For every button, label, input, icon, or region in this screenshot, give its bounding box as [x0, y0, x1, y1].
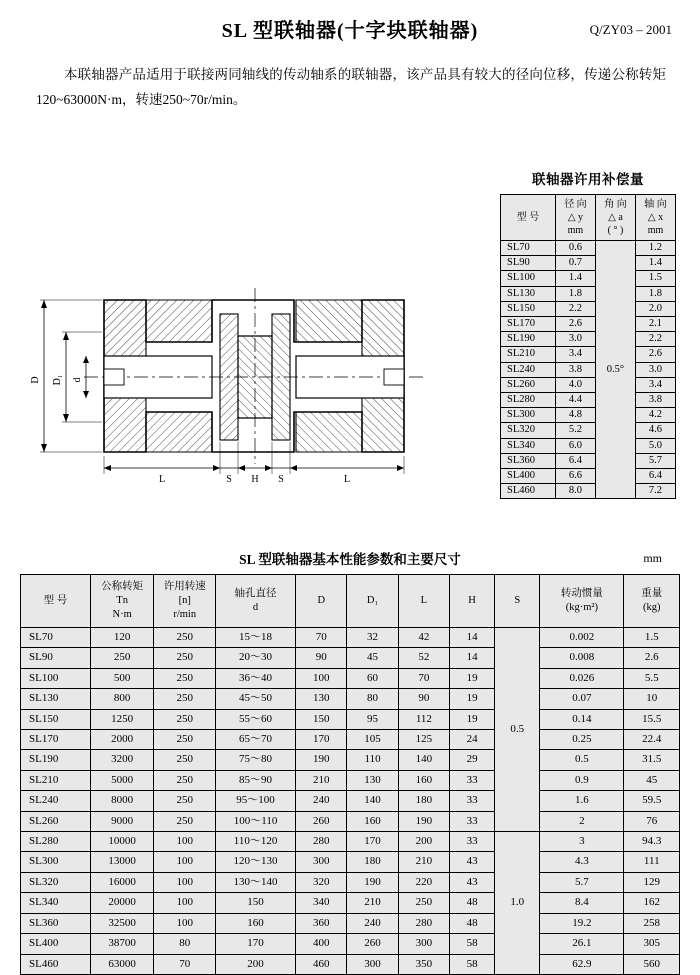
cell-axial: 7.2: [635, 484, 675, 499]
col-inertia: 转动惯量 (kg·m²): [540, 575, 624, 628]
cell-allowable-speed: 250: [154, 770, 216, 790]
cell-bore-diameter: 20～30: [216, 648, 296, 668]
cell-inertia: 0.07: [540, 689, 624, 709]
cell-D1: 160: [347, 811, 398, 831]
dim-label-S-left: S: [226, 474, 232, 485]
cell-allowable-speed: 250: [154, 628, 216, 648]
intro-paragraph: 本联轴器产品适用于联接两同轴线的传动轴系的联轴器，该产品具有较大的径向位移，传递公称转矩120~63000N·m，转速250~70r/min。: [36, 67, 666, 107]
cell-nominal-torque: 20000: [90, 893, 154, 913]
table-row: [501, 438, 676, 453]
cell-radial: 3.4: [555, 347, 595, 362]
cell-D1: 105: [347, 730, 398, 750]
cell-D: 400: [296, 934, 347, 954]
cell-H: 14: [450, 648, 495, 668]
cell-L: 90: [398, 689, 449, 709]
cell-L: 300: [398, 934, 449, 954]
table-row: [21, 811, 680, 831]
cell-weight: 111: [624, 852, 680, 872]
compensation-table-section: [500, 168, 676, 499]
cell-nominal-torque: 38700: [90, 934, 154, 954]
cell-L: 280: [398, 913, 449, 933]
cell-model: SL300: [21, 852, 91, 872]
cell-D1: 180: [347, 852, 398, 872]
cell-weight: 305: [624, 934, 680, 954]
cell-D1: 95: [347, 709, 398, 729]
table-row: [21, 872, 680, 892]
cell-axial: 5.0: [635, 438, 675, 453]
table-row: [21, 689, 680, 709]
cell-D: 170: [296, 730, 347, 750]
cell-D1: 110: [347, 750, 398, 770]
table-row: [501, 423, 676, 438]
cell-model: SL150: [501, 301, 556, 316]
cell-allowable-speed: 250: [154, 750, 216, 770]
cell-axial: 1.8: [635, 286, 675, 301]
cell-bore-diameter: 160: [216, 913, 296, 933]
cell-L: 140: [398, 750, 449, 770]
table-row: [501, 301, 676, 316]
cell-D: 90: [296, 648, 347, 668]
cell-D: 280: [296, 832, 347, 852]
cell-allowable-speed: 250: [154, 709, 216, 729]
cell-model: SL280: [21, 832, 91, 852]
cell-H: 33: [450, 770, 495, 790]
cell-inertia: 0.002: [540, 628, 624, 648]
standard-code: Q/ZY03 – 2001: [589, 22, 672, 37]
table-row: [21, 709, 680, 729]
cell-weight: 22.4: [624, 730, 680, 750]
cell-bore-diameter: 200: [216, 954, 296, 974]
cell-radial: 4.0: [555, 377, 595, 392]
cell-nominal-torque: 800: [90, 689, 154, 709]
cell-nominal-torque: 2000: [90, 730, 154, 750]
cell-D: 340: [296, 893, 347, 913]
cell-weight: 76: [624, 811, 680, 831]
col-bore-diameter: 轴孔直径 d: [216, 575, 296, 628]
cell-D: 320: [296, 872, 347, 892]
table-row: [501, 484, 676, 499]
cell-inertia: 19.2: [540, 913, 624, 933]
cell-nominal-torque: 120: [90, 628, 154, 648]
cell-model: SL260: [21, 811, 91, 831]
cell-D1: 210: [347, 893, 398, 913]
cell-model: SL340: [501, 438, 556, 453]
cell-inertia: 0.5: [540, 750, 624, 770]
dim-label-D1: D₁: [52, 374, 63, 386]
cell-nominal-torque: 250: [90, 648, 154, 668]
cell-model: SL300: [501, 408, 556, 423]
dim-label-d: d: [72, 377, 83, 383]
dim-label-S-right: S: [278, 474, 284, 485]
cell-model: SL320: [501, 423, 556, 438]
col-axial: 轴 向 △ x mm: [635, 195, 675, 241]
cell-radial: 4.4: [555, 393, 595, 408]
cell-D: 360: [296, 913, 347, 933]
table-row: [501, 408, 676, 423]
cell-H: 58: [450, 934, 495, 954]
cell-D1: 140: [347, 791, 398, 811]
cell-L: 70: [398, 668, 449, 688]
cell-bore-diameter: 55～60: [216, 709, 296, 729]
cell-bore-diameter: 130～140: [216, 872, 296, 892]
cell-L: 350: [398, 954, 449, 974]
table-row: [501, 286, 676, 301]
cell-axial: 2.1: [635, 317, 675, 332]
cell-weight: 59.5: [624, 791, 680, 811]
cell-D: 100: [296, 668, 347, 688]
dim-label-L-left: L: [158, 474, 166, 485]
cell-allowable-speed: 250: [154, 791, 216, 811]
cell-inertia: 0.25: [540, 730, 624, 750]
table-header-row: [21, 575, 680, 628]
cell-D1: 170: [347, 832, 398, 852]
cell-radial: 1.8: [555, 286, 595, 301]
col-allowable-speed: 许用转速 [n] r/min: [154, 575, 216, 628]
cell-nominal-torque: 63000: [90, 954, 154, 974]
cell-L: 210: [398, 852, 449, 872]
cell-angular: 0.5°: [595, 241, 635, 499]
table-row: [21, 648, 680, 668]
cell-inertia: 0.008: [540, 648, 624, 668]
cell-allowable-speed: 100: [154, 832, 216, 852]
cell-radial: 0.6: [555, 241, 595, 256]
table-row: [501, 271, 676, 286]
cell-weight: 162: [624, 893, 680, 913]
cell-model: SL340: [21, 893, 91, 913]
cell-nominal-torque: 1250: [90, 709, 154, 729]
col-radial: 径 向 △ y mm: [555, 195, 595, 241]
cell-model: SL210: [501, 347, 556, 362]
cell-axial: 2.6: [635, 347, 675, 362]
cell-model: SL130: [501, 286, 556, 301]
cell-axial: 4.2: [635, 408, 675, 423]
cell-H: 43: [450, 872, 495, 892]
cell-nominal-torque: 3200: [90, 750, 154, 770]
cell-model: SL190: [21, 750, 91, 770]
table-row: [21, 832, 680, 852]
cell-inertia: 1.6: [540, 791, 624, 811]
cell-H: 19: [450, 689, 495, 709]
cell-axial: 1.4: [635, 256, 675, 271]
cell-bore-diameter: 75～80: [216, 750, 296, 770]
cell-L: 160: [398, 770, 449, 790]
cell-radial: 3.0: [555, 332, 595, 347]
cell-model: SL280: [501, 393, 556, 408]
page-title: SL 型联轴器(十字块联轴器): [221, 20, 479, 42]
cell-axial: 4.6: [635, 423, 675, 438]
cell-model: SL70: [501, 241, 556, 256]
cell-H: 33: [450, 811, 495, 831]
cell-H: 33: [450, 791, 495, 811]
cell-D: 210: [296, 770, 347, 790]
cell-axial: 3.4: [635, 377, 675, 392]
cell-nominal-torque: 10000: [90, 832, 154, 852]
table-row: [501, 241, 676, 256]
col-nominal-torque: 公称转矩 Tn N·m: [90, 575, 154, 628]
cell-H: 19: [450, 668, 495, 688]
cell-H: 19: [450, 709, 495, 729]
cell-bore-diameter: 170: [216, 934, 296, 954]
cell-radial: 3.8: [555, 362, 595, 377]
cell-D1: 240: [347, 913, 398, 933]
cell-weight: 94.3: [624, 832, 680, 852]
cell-bore-diameter: 65～70: [216, 730, 296, 750]
table-row: [501, 469, 676, 484]
cell-model: SL360: [21, 913, 91, 933]
cell-axial: 2.0: [635, 301, 675, 316]
table-row: [21, 730, 680, 750]
cell-weight: 258: [624, 913, 680, 933]
dim-label-H: H: [251, 474, 259, 485]
cell-axial: 2.2: [635, 332, 675, 347]
table-row: [21, 668, 680, 688]
cell-bore-diameter: 110～120: [216, 832, 296, 852]
cell-inertia: 0.14: [540, 709, 624, 729]
cell-model: SL210: [21, 770, 91, 790]
cell-weight: 2.6: [624, 648, 680, 668]
cell-H: 24: [450, 730, 495, 750]
cell-D: 460: [296, 954, 347, 974]
col-D: D: [296, 575, 347, 628]
cell-bore-diameter: 45～50: [216, 689, 296, 709]
cell-nominal-torque: 8000: [90, 791, 154, 811]
table-row: [501, 393, 676, 408]
col-S: S: [495, 575, 540, 628]
cell-L: 220: [398, 872, 449, 892]
cell-radial: 4.8: [555, 408, 595, 423]
cell-nominal-torque: 500: [90, 668, 154, 688]
cell-allowable-speed: 80: [154, 934, 216, 954]
cell-axial: 1.5: [635, 271, 675, 286]
cell-model: SL70: [21, 628, 91, 648]
cell-L: 125: [398, 730, 449, 750]
cell-model: SL90: [21, 648, 91, 668]
cell-inertia: 5.7: [540, 872, 624, 892]
cell-model: SL320: [21, 872, 91, 892]
dim-label-L-right: L: [343, 474, 351, 485]
cell-bore-diameter: 100～110: [216, 811, 296, 831]
cell-radial: 5.2: [555, 423, 595, 438]
cell-inertia: 4.3: [540, 852, 624, 872]
cell-allowable-speed: 250: [154, 689, 216, 709]
table-row: [21, 770, 680, 790]
table-header-row: [501, 195, 676, 241]
cell-D1: 190: [347, 872, 398, 892]
cell-nominal-torque: 32500: [90, 913, 154, 933]
cell-model: SL260: [501, 377, 556, 392]
table-row: [21, 791, 680, 811]
cell-D1: 130: [347, 770, 398, 790]
cell-L: 52: [398, 648, 449, 668]
cell-nominal-torque: 9000: [90, 811, 154, 831]
cell-allowable-speed: 250: [154, 668, 216, 688]
cell-axial: 3.0: [635, 362, 675, 377]
cell-L: 200: [398, 832, 449, 852]
cell-nominal-torque: 5000: [90, 770, 154, 790]
cell-bore-diameter: 15～18: [216, 628, 296, 648]
coupling-drawing: [26, 196, 482, 506]
compensation-table-title: 联轴器许用补偿量: [532, 172, 644, 187]
cell-allowable-speed: 100: [154, 872, 216, 892]
cell-radial: 2.6: [555, 317, 595, 332]
cell-inertia: 62.9: [540, 954, 624, 974]
cell-L: 180: [398, 791, 449, 811]
main-table-unit: mm: [643, 551, 662, 565]
cell-allowable-speed: 250: [154, 730, 216, 750]
cell-S: 1.0: [495, 832, 540, 975]
table-row: [21, 934, 680, 954]
cell-model: SL240: [501, 362, 556, 377]
cell-radial: 2.2: [555, 301, 595, 316]
cell-inertia: 8.4: [540, 893, 624, 913]
cell-axial: 6.4: [635, 469, 675, 484]
cell-model: SL190: [501, 332, 556, 347]
col-D1: D₁: [347, 575, 398, 628]
cell-D1: 45: [347, 648, 398, 668]
table-row: [501, 453, 676, 468]
cell-radial: 0.7: [555, 256, 595, 271]
cell-axial: 5.7: [635, 453, 675, 468]
cell-bore-diameter: 150: [216, 893, 296, 913]
cell-nominal-torque: 16000: [90, 872, 154, 892]
cell-allowable-speed: 70: [154, 954, 216, 974]
table-row: [501, 347, 676, 362]
main-table-section: [20, 574, 680, 975]
cell-H: 58: [450, 954, 495, 974]
cell-H: 33: [450, 832, 495, 852]
table-row: [21, 913, 680, 933]
cell-D: 240: [296, 791, 347, 811]
cell-model: SL460: [501, 484, 556, 499]
cell-nominal-torque: 13000: [90, 852, 154, 872]
table-row: [501, 317, 676, 332]
col-model: 型 号: [501, 195, 556, 241]
cell-model: SL170: [501, 317, 556, 332]
cell-allowable-speed: 100: [154, 913, 216, 933]
table-row: [501, 332, 676, 347]
table-row: [501, 256, 676, 271]
cell-D: 260: [296, 811, 347, 831]
cell-model: SL130: [21, 689, 91, 709]
cell-model: SL240: [21, 791, 91, 811]
table-row: [21, 852, 680, 872]
page-header: [0, 14, 700, 43]
cell-radial: 6.0: [555, 438, 595, 453]
cell-radial: 6.6: [555, 469, 595, 484]
cell-weight: 1.5: [624, 628, 680, 648]
main-parameters-table: [20, 574, 680, 975]
cell-D: 190: [296, 750, 347, 770]
cell-weight: 45: [624, 770, 680, 790]
cell-model: SL100: [21, 668, 91, 688]
cell-D: 130: [296, 689, 347, 709]
cell-model: SL400: [21, 934, 91, 954]
cell-model: SL90: [501, 256, 556, 271]
cell-H: 29: [450, 750, 495, 770]
cell-bore-diameter: 85～90: [216, 770, 296, 790]
cell-bore-diameter: 120～130: [216, 852, 296, 872]
col-angular: 角 向 △ a ( ° ): [595, 195, 635, 241]
cell-D1: 60: [347, 668, 398, 688]
cell-D: 150: [296, 709, 347, 729]
cell-L: 250: [398, 893, 449, 913]
cell-D1: 32: [347, 628, 398, 648]
cell-inertia: 0.9: [540, 770, 624, 790]
cell-radial: 1.4: [555, 271, 595, 286]
table-row: [21, 750, 680, 770]
cell-radial: 8.0: [555, 484, 595, 499]
table-row: [501, 362, 676, 377]
left-keyway: [104, 369, 124, 385]
cell-allowable-speed: 100: [154, 852, 216, 872]
cell-weight: 31.5: [624, 750, 680, 770]
cell-model: SL170: [21, 730, 91, 750]
cell-H: 14: [450, 628, 495, 648]
cell-L: 112: [398, 709, 449, 729]
cell-weight: 15.5: [624, 709, 680, 729]
right-keyway: [384, 369, 404, 385]
cell-H: 48: [450, 893, 495, 913]
col-model: 型 号: [21, 575, 91, 628]
col-H: H: [450, 575, 495, 628]
col-weight: 重量 (kg): [624, 575, 680, 628]
cell-weight: 129: [624, 872, 680, 892]
table-row: [21, 954, 680, 974]
cell-bore-diameter: 95～100: [216, 791, 296, 811]
compensation-table: [500, 194, 676, 499]
cell-D: 70: [296, 628, 347, 648]
cell-axial: 1.2: [635, 241, 675, 256]
main-table-title: SL 型联轴器基本性能参数和主要尺寸: [239, 552, 461, 567]
dim-label-D: D: [30, 376, 41, 384]
table-row: [21, 628, 680, 648]
cell-weight: 560: [624, 954, 680, 974]
cell-model: SL360: [501, 453, 556, 468]
cell-H: 48: [450, 913, 495, 933]
cell-inertia: 2: [540, 811, 624, 831]
cell-allowable-speed: 100: [154, 893, 216, 913]
cell-L: 42: [398, 628, 449, 648]
cell-axial: 3.8: [635, 393, 675, 408]
cell-weight: 5.5: [624, 668, 680, 688]
col-L: L: [398, 575, 449, 628]
cell-model: SL460: [21, 954, 91, 974]
cell-D1: 80: [347, 689, 398, 709]
cell-radial: 6.4: [555, 453, 595, 468]
cell-model: SL150: [21, 709, 91, 729]
cell-D1: 300: [347, 954, 398, 974]
table-row: [501, 377, 676, 392]
cell-model: SL100: [501, 271, 556, 286]
cell-model: SL400: [501, 469, 556, 484]
cell-inertia: 0.026: [540, 668, 624, 688]
cell-inertia: 3: [540, 832, 624, 852]
cell-allowable-speed: 250: [154, 648, 216, 668]
coupling-drawing-svg: [26, 196, 482, 506]
cell-inertia: 26.1: [540, 934, 624, 954]
table-row: [21, 893, 680, 913]
cell-bore-diameter: 36～40: [216, 668, 296, 688]
cell-L: 190: [398, 811, 449, 831]
cell-D: 300: [296, 852, 347, 872]
cell-S: 0.5: [495, 628, 540, 832]
cell-H: 43: [450, 852, 495, 872]
cell-weight: 10: [624, 689, 680, 709]
cell-allowable-speed: 250: [154, 811, 216, 831]
cell-D1: 260: [347, 934, 398, 954]
